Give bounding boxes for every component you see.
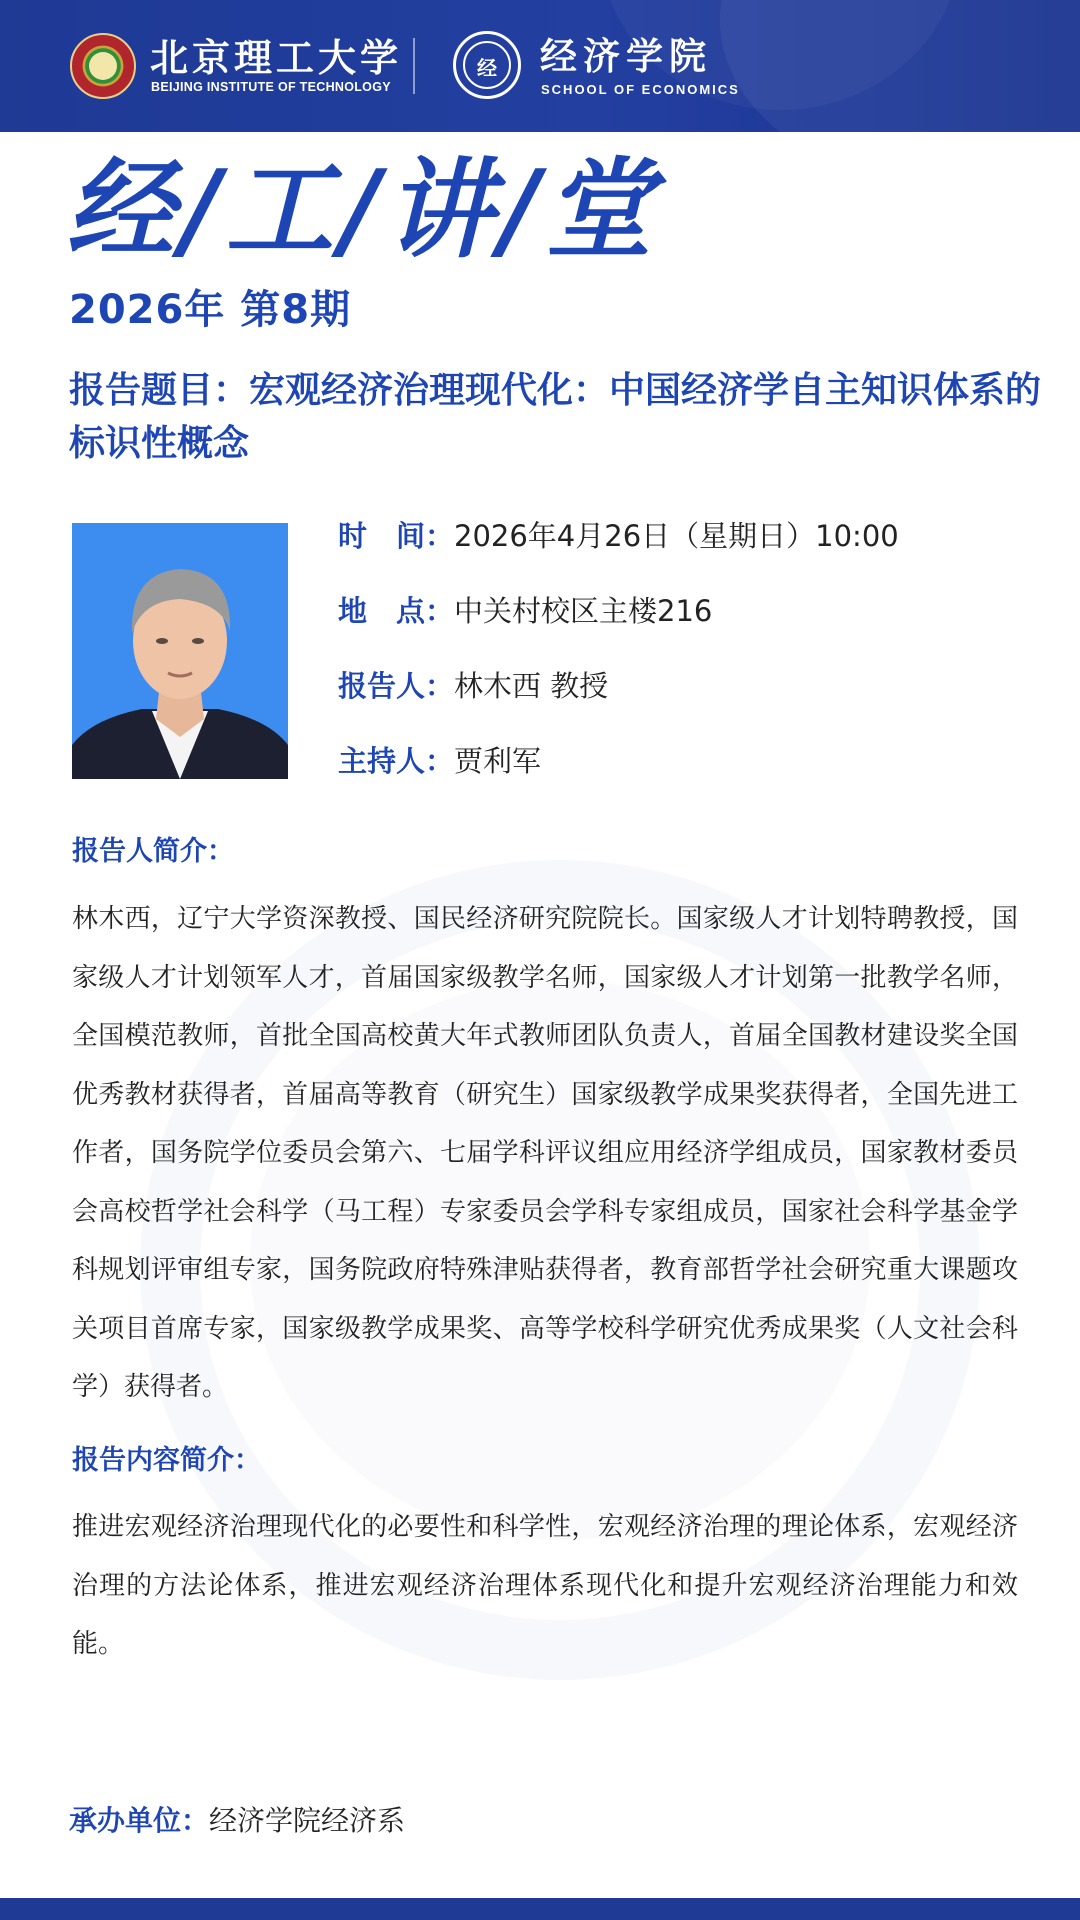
info-value: 2026年4月26日（星期日）10:00 xyxy=(454,519,899,553)
lecture-topic: 报告题目：宏观经济治理现代化：中国经济学自主知识体系的标识性概念 xyxy=(69,370,1042,464)
content-summary-text: 推进宏观经济治理现代化的必要性和科学性，宏观经济治理的理论体系，宏观经济治理的方法论体系，推进宏观经济治理体系现代化和提升宏观经济治理能力和效能。 xyxy=(72,1512,1018,1659)
info-row-time xyxy=(338,516,899,556)
info-label: 主持人： xyxy=(338,744,455,778)
organizer xyxy=(69,1802,405,1840)
speaker-bio-text: 林木西，辽宁大学资深教授、国民经济研究院院长。国家级人才计划特聘教授，国家级人才计划领军人才，首届国家级教学名师，国家级人才计划第一批教学名师，全国模范教师，首批全国高校黄大年式教师团队负责人，首届全国教材建设奖全国优秀教材获得者，首届高等教育（研究生）国家级教学成果奖获得者，全国先进工作者，国务院学位委员会第六、七届学科评议组应用经济学组成员，国家教材委员会高校哲学社会科学（马工程）专家委员会学科专家组成员，国家社会科学基金学科规划评审组专家，国务院政府特殊津贴获得者，教育部哲学社会研究重大课题攻关项目首席专家，国家级教学成果奖、高等学校科学研究优秀成果奖（人文社会科学）获得者。 xyxy=(72,904,1018,1402)
info-value: 中关村校区主楼216 xyxy=(454,594,713,628)
bit-emblem-icon xyxy=(70,33,136,99)
header-divider xyxy=(413,38,415,94)
info-row-speaker xyxy=(338,666,608,706)
info-row-location xyxy=(338,591,712,631)
school-emblem-icon: 经 xyxy=(453,31,521,99)
footer-bar xyxy=(0,1898,1080,1920)
info-label: 报告人： xyxy=(338,669,455,703)
university-name-cn: 北京理工大学 xyxy=(150,35,403,80)
series-title: 经/工/讲/堂 xyxy=(66,147,659,273)
school-name-en: SCHOOL OF ECONOMICS xyxy=(541,82,740,97)
content-summary-heading: 报告内容简介： xyxy=(72,1445,261,1476)
organizer-label: 承办单位： xyxy=(69,1804,210,1837)
organizer-value: 经济学院经济系 xyxy=(209,1804,406,1837)
info-value: 林木西 教授 xyxy=(454,669,609,703)
info-label: 时 间： xyxy=(338,519,455,553)
university-name-en: BEIJING INSTITUTE OF TECHNOLOGY xyxy=(151,80,391,94)
speaker-photo xyxy=(72,523,288,779)
speaker-bio-heading: 报告人简介： xyxy=(72,836,234,867)
header-banner xyxy=(0,0,1080,132)
info-value: 贾利军 xyxy=(454,744,542,778)
school-name-cn: 经济学院 xyxy=(540,34,712,78)
info-row-host xyxy=(338,741,541,781)
info-label: 地 点： xyxy=(338,594,455,628)
issue-number: 2026年 第8期 xyxy=(69,287,352,333)
